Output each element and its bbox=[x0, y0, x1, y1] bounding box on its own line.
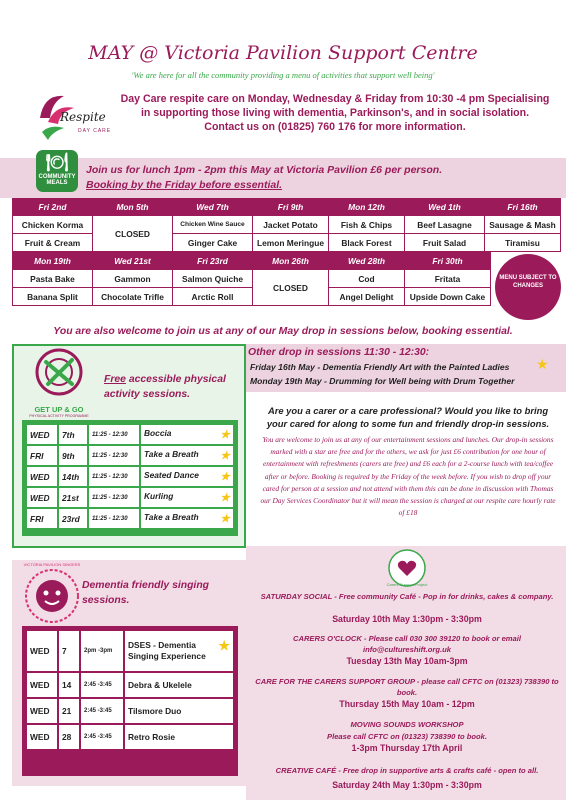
dementia-singing-table bbox=[22, 626, 238, 776]
get-up-go-logo bbox=[16, 348, 102, 418]
session-date: 21 bbox=[59, 699, 79, 723]
menu-cell: Chicken Wine Sauce bbox=[173, 216, 253, 234]
singers-logo-text: VICTORIA PAVILION SINGERS bbox=[23, 562, 81, 567]
star-icon: ★ bbox=[220, 450, 230, 462]
session-date: 9th bbox=[59, 446, 87, 465]
carer-question: Are you a carer or a care professional? Would you like to bring your cared for along to some fun and friendly drop-in sessions. bbox=[266, 405, 550, 429]
session-day: WED bbox=[27, 725, 57, 749]
session-day: FRI bbox=[27, 509, 57, 528]
star-icon: ★ bbox=[536, 356, 549, 372]
session-date: 14 bbox=[59, 673, 79, 697]
session-day: WED bbox=[27, 673, 57, 697]
menu-day-header: Fri 2nd bbox=[13, 199, 93, 216]
menu-cell: Beef Lasagne bbox=[405, 216, 485, 234]
event-date: Tuesday 13th May 10am-3pm bbox=[346, 656, 468, 666]
session-day: WED bbox=[27, 425, 57, 444]
menu-day-header: Fri 9th bbox=[253, 199, 329, 216]
session-time: 2:45 -3:45 bbox=[81, 725, 123, 749]
lunch-line1: Join us for lunch 1pm - 2pm this May at Victoria Pavilion £6 per person. bbox=[86, 164, 443, 176]
menu-week2-mains-row bbox=[13, 270, 491, 288]
pavilion-singers-logo bbox=[22, 562, 82, 626]
session-time: 11:25 - 12:30 bbox=[89, 425, 139, 444]
drop-in-note: You are also welcome to join us at any of our May drop in sessions below, booking essential. bbox=[53, 326, 513, 337]
star-icon: ★ bbox=[218, 638, 230, 653]
session-time: 11:25 - 12:30 bbox=[89, 446, 139, 465]
session-time: 11:25 - 12:30 bbox=[89, 467, 139, 486]
menu-week1-mains-row bbox=[13, 216, 561, 234]
session-day: WED bbox=[27, 488, 57, 507]
session-date: 7 bbox=[59, 631, 79, 671]
table-row bbox=[27, 509, 233, 528]
menu-week2-desserts-row bbox=[13, 288, 491, 306]
star-icon: ★ bbox=[220, 492, 230, 504]
session-time: 11:25 - 12:30 bbox=[89, 509, 139, 528]
menu-cell: Lemon Meringue bbox=[253, 234, 329, 252]
menu-cell: Gammon bbox=[93, 270, 173, 288]
session-name bbox=[125, 631, 233, 671]
menu-day-header: Wed 21st bbox=[93, 253, 173, 270]
session-title: Kurling bbox=[144, 491, 174, 501]
carers-support-logo bbox=[380, 548, 434, 588]
session-name bbox=[141, 509, 233, 528]
menu-cell: Tiramisu bbox=[485, 234, 561, 252]
menu-cell: Ginger Cake bbox=[173, 234, 253, 252]
event-date: 1-3pm Thursday 17th April bbox=[351, 743, 463, 753]
table-row bbox=[27, 467, 233, 486]
table-row bbox=[27, 488, 233, 507]
menu-cell: Chicken Korma bbox=[13, 216, 93, 234]
menu-cell: Cod bbox=[329, 270, 405, 288]
menu-day-header: Mon 26th bbox=[253, 253, 329, 270]
intro-text: Day Care respite care on Monday, Wednesday & Friday from 10:30 -4 pm Specialising in supporting those living with dementia, Parkinson's, and in social isolation. Contact us on (01825) 760 176 for more information. bbox=[120, 93, 550, 133]
respite-word: Respite bbox=[60, 110, 106, 124]
menu-week2-header-row bbox=[13, 253, 491, 270]
star-icon: ★ bbox=[220, 513, 230, 525]
menu-cell: Fruit & Cream bbox=[13, 234, 93, 252]
event-text: MOVING SOUNDS WORKSHOP bbox=[350, 720, 464, 729]
singers-face-icon bbox=[22, 566, 82, 626]
table-row bbox=[27, 446, 233, 465]
menu-cell: Black Forest bbox=[329, 234, 405, 252]
session-title: Seated Dance bbox=[144, 470, 199, 480]
menu-day-header: Fri 16th bbox=[485, 199, 561, 216]
table-row bbox=[27, 425, 233, 444]
respite-logo bbox=[34, 88, 120, 146]
menu-day-header: Fri 30th bbox=[405, 253, 491, 270]
table-row bbox=[27, 699, 233, 723]
session-title: Boccia bbox=[144, 428, 172, 438]
meals-logo-line1: COMMUNITY bbox=[38, 174, 76, 180]
session-title: Take a Breath bbox=[144, 449, 199, 459]
menu-cell: Fish & Chips bbox=[329, 216, 405, 234]
session-title: Take a Breath bbox=[144, 512, 199, 522]
table-row bbox=[27, 631, 233, 671]
session-name bbox=[141, 425, 233, 444]
gug-logo-sub: PHYSICAL ACTIVITY PROGRAMME bbox=[29, 414, 89, 418]
menu-cell: Upside Down Cake bbox=[405, 288, 491, 306]
menu-subject-to-change-badge: MENU SUBJECT TO CHANGES bbox=[495, 254, 561, 320]
event-text: SATURDAY SOCIAL - Free community Café - Pop in for drinks, cakes & company. bbox=[260, 592, 554, 601]
other-drop-in-title: Other drop in sessions 11:30 - 12:30: bbox=[248, 347, 430, 358]
respite-sub: DAY CARE bbox=[78, 128, 112, 134]
menu-day-header: Mon 19th bbox=[13, 253, 93, 270]
menu-cell: Fruit Salad bbox=[405, 234, 485, 252]
session-date: 14th bbox=[59, 467, 87, 486]
event-text: CARERS O'CLOCK - Please call 030 300 39120 to book or email info@cultureshift.org.uk bbox=[292, 634, 522, 654]
menu-cell: Pasta Bake bbox=[13, 270, 93, 288]
carer-body-text: You are welcome to join us at any of our entertainment sessions and lunches. Our drop-in sessions marked with a star are free and for the others, we ask for just £6 contribution for one hour of entertainment with refreshments (carers are free) and £6 each for a 2-course lunch with tea/coffee after or before. Booking is required by the Friday of the week before. If you wish to drop off your cared for person at a session and not attend with them this can be done in discussion with Thomas our Day Services Coordinator but it will mean the session is charged at our respite care hourly rate of £18 bbox=[260, 435, 556, 518]
event-text: CARE FOR THE CARERS SUPPORT GROUP - please call CFTC on (01323) 738390 to book. bbox=[255, 677, 559, 697]
session-name: Debra & Ukelele bbox=[125, 673, 233, 697]
carers-support-logo-text: Carers Support Project bbox=[386, 582, 428, 587]
star-icon: ★ bbox=[220, 429, 230, 441]
session-title: DSES - Dementia Singing Experience bbox=[128, 640, 206, 661]
menu-day-header: Wed 7th bbox=[173, 199, 253, 216]
plate-icon: 🍽 bbox=[45, 152, 69, 172]
page-title: MAY @ Victoria Pavilion Support Centre bbox=[88, 42, 478, 64]
community-meals-logo bbox=[36, 150, 78, 192]
menu-cell: Angel Delight bbox=[329, 288, 405, 306]
get-up-go-title bbox=[104, 372, 244, 402]
gug-title-rest: accessible physical activity sessions. bbox=[104, 374, 226, 400]
get-up-go-table bbox=[22, 420, 238, 536]
session-time: 2pm -3pm bbox=[81, 631, 123, 671]
other-drop-in-line: Friday 16th May - Dementia Friendly Art with the Painted Ladies bbox=[250, 362, 510, 372]
session-name: Retro Rosie bbox=[125, 725, 233, 749]
session-name bbox=[141, 467, 233, 486]
session-time: 2:45 -3:45 bbox=[81, 699, 123, 723]
menu-week1-header-row bbox=[13, 199, 561, 216]
menu-cell: Jacket Potato bbox=[253, 216, 329, 234]
menu-day-header: Mon 12th bbox=[329, 199, 405, 216]
session-name: Tilsmore Duo bbox=[125, 699, 233, 723]
session-time: 11:25 - 12:30 bbox=[89, 488, 139, 507]
gug-logo-text: GET UP & GO bbox=[34, 405, 84, 414]
table-row bbox=[27, 673, 233, 697]
menu-day-header: Wed 28th bbox=[329, 253, 405, 270]
menu-closed-cell: CLOSED bbox=[253, 270, 329, 306]
session-date: 28 bbox=[59, 725, 79, 749]
menu-closed-cell: CLOSED bbox=[93, 216, 173, 252]
session-date: 23rd bbox=[59, 509, 87, 528]
lunch-line2: Booking by the Friday before essential. bbox=[86, 179, 283, 191]
session-date: 7th bbox=[59, 425, 87, 444]
menu-day-header: Wed 1th bbox=[405, 199, 485, 216]
session-name bbox=[141, 488, 233, 507]
dementia-singing-title: Dementia friendly singing sessions. bbox=[82, 580, 210, 606]
star-icon: ★ bbox=[220, 471, 230, 483]
event-date: Saturday 24th May 1:30pm - 3:30pm bbox=[332, 780, 482, 790]
menu-cell: Chocolate Trifle bbox=[93, 288, 173, 306]
table-row bbox=[27, 725, 233, 749]
menu-table bbox=[12, 198, 560, 306]
meals-logo-line2: MEALS bbox=[46, 180, 68, 186]
free-label: Free bbox=[104, 374, 126, 385]
session-date: 21st bbox=[59, 488, 87, 507]
menu-cell: Salmon Quiche bbox=[173, 270, 253, 288]
menu-cell: Sausage & Mash bbox=[485, 216, 561, 234]
menu-cell: Arctic Roll bbox=[173, 288, 253, 306]
menu-day-header: Fri 23rd bbox=[173, 253, 253, 270]
event-text: CREATIVE CAFÉ - Free drop in supportive arts & crafts café - open to all. bbox=[275, 766, 539, 775]
menu-cell: Banana Split bbox=[13, 288, 93, 306]
event-text: Please call CFTC on (01323) 738390 to book. bbox=[327, 732, 487, 741]
session-day: FRI bbox=[27, 446, 57, 465]
session-day: WED bbox=[27, 467, 57, 486]
menu-cell: Fritata bbox=[405, 270, 491, 288]
session-day: WED bbox=[27, 631, 57, 671]
event-date: Saturday 10th May 1:30pm - 3:30pm bbox=[332, 614, 482, 624]
session-time: 2:45 -3:45 bbox=[81, 673, 123, 697]
menu-day-header: Mon 5th bbox=[93, 199, 173, 216]
event-date: Thursday 15th May 10am - 12pm bbox=[339, 699, 475, 709]
other-drop-in-line: Monday 19th May - Drumming for Well being with Drum Together bbox=[250, 376, 515, 386]
session-name bbox=[141, 446, 233, 465]
runner-icon bbox=[16, 348, 102, 400]
session-day: WED bbox=[27, 699, 57, 723]
page-subtitle: 'We are here for all the community providing a menu of activities that support well being' bbox=[131, 70, 435, 80]
lunch-text bbox=[86, 163, 442, 193]
